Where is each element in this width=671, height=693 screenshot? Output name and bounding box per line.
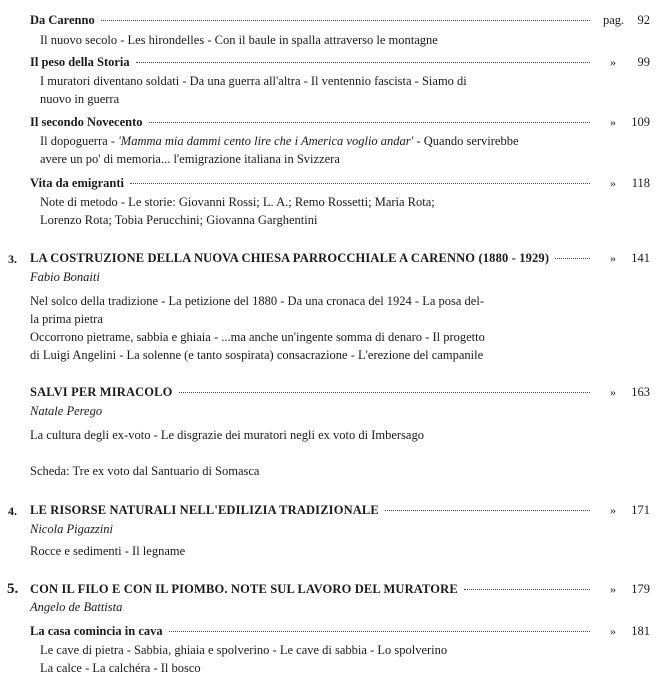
toc-entry-da-carenno — [30, 12, 596, 28]
toc-subtopics-chapter-3-3: Occorrono pietrame, sabbia e ghiaia - ...ma anche un'ingente somma di denaro - Il progetto — [30, 330, 485, 344]
page-ref-mark: » — [610, 176, 616, 190]
dotted-leader — [385, 510, 590, 511]
page-ref-mark: » — [610, 624, 616, 638]
toc-subtopics-casa-cava-1: Le cave di pietra - Sabbia, ghiaia e spolverino - Le cave di sabbia - Lo spolverino — [40, 643, 448, 657]
toc-title-chapter-4: LE RISORSE NATURALI NELL'EDILIZIA TRADIZIONALE — [30, 503, 379, 517]
chapter-number: 4. — [8, 504, 17, 518]
toc-subtopics-salvi-2: Scheda: Tre ex voto dal Santuario di Somasca — [30, 464, 260, 478]
toc-entry-chapter-4 — [30, 502, 596, 518]
chapter-author: Fabio Bonaiti — [30, 270, 100, 284]
toc-subtopics-secondo-novecento-2: avere un po' di memoria... l'emigrazione italiana in Svizzera — [40, 152, 340, 166]
toc-subtopics-chapter-4-1: Rocce e sedimenti - Il legname — [30, 544, 186, 558]
page-ref-mark: » — [610, 251, 616, 265]
toc-entry-chapter-5 — [30, 581, 596, 597]
page-ref-mark: » — [610, 115, 616, 129]
toc-subtopics-peso-storia-1: I muratori diventano soldati - Da una guerra all'altra - Il ventennio fascista - Siamo di — [40, 74, 467, 88]
toc-subtopics-vita-emigranti-2: Lorenzo Rota; Tobia Perucchini; Giovanna Garghentini — [40, 213, 318, 227]
page-number-da-carenno: 92 — [637, 13, 650, 27]
dotted-leader — [464, 589, 590, 590]
toc-subtopics-chapter-3-2: la prima pietra — [30, 312, 103, 326]
dotted-leader — [101, 20, 590, 21]
toc-subtopics-casa-cava-2: La calce - La calchéra - Il bosco — [40, 661, 201, 675]
toc-entry-secondo-novecento — [30, 114, 596, 130]
dotted-leader — [555, 258, 590, 259]
dotted-leader — [149, 122, 591, 123]
dotted-leader — [136, 62, 590, 63]
subtopic-text: - Quando servirebbe — [413, 134, 519, 148]
toc-title-casa-cava: La casa comincia in cava — [30, 624, 163, 638]
chapter-number: 5. — [7, 581, 19, 597]
toc-title-chapter-3: LA COSTRUZIONE DELLA NUOVA CHIESA PARROCCHIALE A CARENNO (1880 - 1929) — [30, 251, 550, 265]
page-ref-mark: » — [610, 582, 616, 596]
page-ref-mark: » — [610, 385, 616, 399]
page-number-chapter-4: 171 — [631, 503, 650, 517]
chapter-author: Nicola Pigazzini — [30, 522, 113, 536]
subtopic-text: Il dopoguerra - — [40, 134, 119, 148]
page-number-vita-emigranti: 118 — [631, 176, 650, 190]
toc-subtopics-vita-emigranti-1: Note di metodo - Le storie: Giovanni Rossi; L. A.; Remo Rossetti; Maria Rota; — [40, 195, 435, 209]
toc-subtopics-chapter-3-1: Nel solco della tradizione - La petizione del 1880 - Da una cronaca del 1924 - La posa del- — [30, 294, 484, 308]
toc-subtopics-da-carenno: Il nuovo secolo - Les hirondelles - Con il baule in spalla attraverso le montagne — [40, 33, 438, 47]
toc-title-chapter-5: CON IL FILO E CON IL PIOMBO. NOTE SUL LAVORO DEL MURATORE — [30, 582, 458, 596]
toc-entry-casa-cava — [30, 623, 596, 639]
toc-title-secondo-novecento: Il secondo Novecento — [30, 115, 143, 129]
chapter-author: Angelo de Battista — [30, 600, 123, 614]
dotted-leader — [169, 631, 590, 632]
toc-subtopics-chapter-3-4: di Luigi Angelini - La solenne (e tanto sospirata) consacrazione - L'erezione del campanile — [30, 348, 484, 362]
dotted-leader — [179, 392, 590, 393]
toc-entry-salvi — [30, 384, 596, 400]
toc-entry-vita-emigranti — [30, 175, 596, 191]
page-number-chapter-3: 141 — [631, 251, 650, 265]
dotted-leader — [130, 183, 590, 184]
page-ref-mark: » — [610, 503, 616, 517]
toc-subtopics-secondo-novecento-1 — [40, 133, 519, 149]
page-number-salvi: 163 — [631, 385, 650, 399]
page-number-peso-storia: 99 — [637, 55, 650, 69]
chapter-author: Natale Perego — [30, 404, 103, 418]
toc-title-vita-emigranti: Vita da emigranti — [30, 176, 124, 190]
chapter-number: 3. — [8, 252, 17, 266]
page-number-casa-cava: 181 — [631, 624, 650, 638]
toc-entry-peso-storia — [30, 54, 596, 70]
page-word-label: pag. — [603, 13, 625, 27]
toc-title-salvi: SALVI PER MIRACOLO — [30, 385, 173, 399]
toc-title-peso-storia: Il peso della Storia — [30, 55, 130, 69]
toc-subtopics-peso-storia-2: nuovo in guerra — [40, 92, 120, 106]
page-ref-mark: » — [610, 55, 616, 69]
toc-subtopics-salvi-1: La cultura degli ex-voto - Le disgrazie dei muratori negli ex voto di Imbersago — [30, 428, 424, 442]
toc-entry-chapter-3 — [30, 250, 596, 266]
subtopic-quote: 'Mamma mia dammi cento lire che i America voglio andar' — [118, 134, 414, 148]
page-number-secondo-novecento: 109 — [631, 115, 650, 129]
page-number-chapter-5: 179 — [631, 582, 650, 596]
toc-title-da-carenno: Da Carenno — [30, 13, 95, 27]
